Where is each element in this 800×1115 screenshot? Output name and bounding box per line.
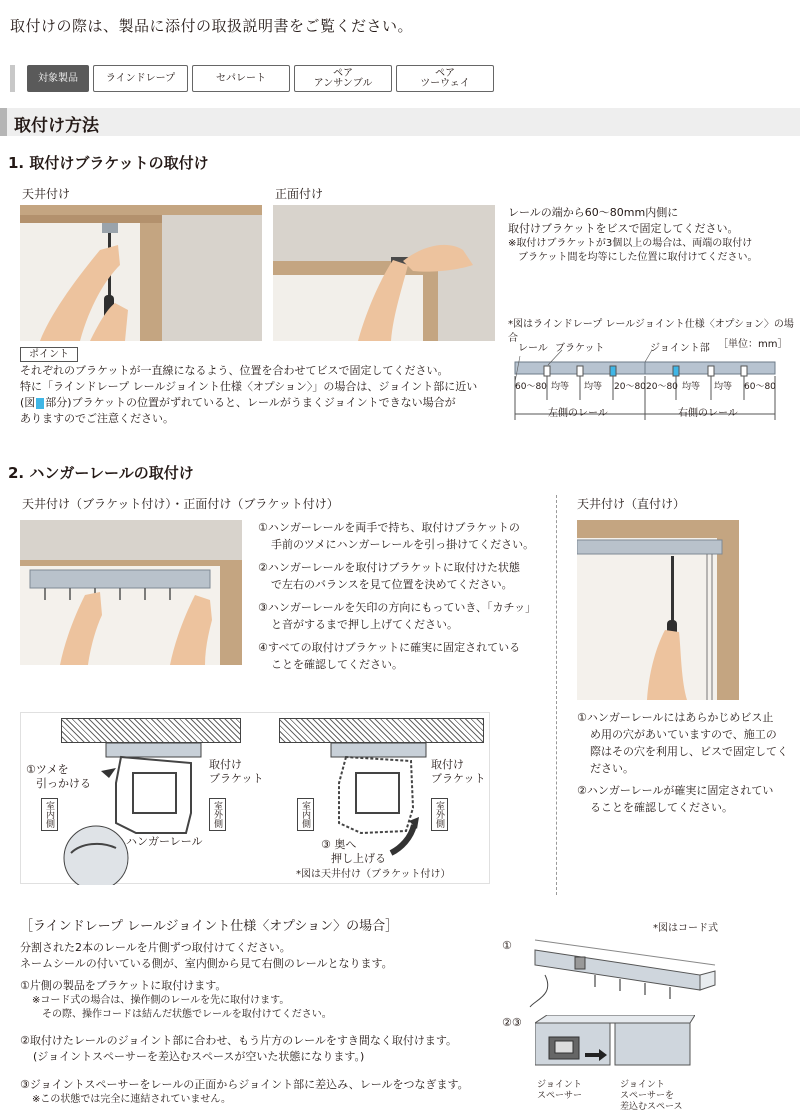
bracket-mount-label: 天井付け（ブラケット付け）・正面付け（ブラケット付け） <box>22 497 339 511</box>
bracket-note1: ※取付けブラケットが3個以上の場合は、両端の取付け <box>508 238 753 249</box>
highlight-swatch <box>36 398 44 409</box>
claw-label <box>26 763 91 791</box>
hanger-instr-2a: ②ハンガーレールを取付けブラケットに取付けた状態 <box>258 561 520 574</box>
spacer-label <box>537 1080 582 1102</box>
joint-line2: ネームシールの付いている側が、室内側から見て右側のレールとなります。 <box>20 957 393 970</box>
ceiling-mount-label: 天井付け <box>22 187 71 201</box>
bracket-label-left-2: ブラケット <box>209 772 264 785</box>
joint-label: ジョイント部 <box>650 343 710 354</box>
claw-label-1: ①ツメを <box>26 763 69 776</box>
section-title: 取付け方法 <box>14 116 99 136</box>
fig-no-1: ① <box>502 939 512 952</box>
outdoor-label-right: 室外側 <box>431 798 448 831</box>
indoor-label-left: 室内側 <box>41 798 58 831</box>
rail-diagram-caption: *図はラインドレープ レールジョイント仕様〈オプション〉の場合 <box>508 319 794 344</box>
dim-joint-right: 20～80 <box>646 382 678 392</box>
spacer-space-label-1: ジョイント <box>620 1080 665 1090</box>
section-header <box>0 108 800 136</box>
tab-ensemble-label: アンサンブル <box>313 77 373 89</box>
dim-even-1: 均等 <box>551 382 570 392</box>
tab-pair-twoway[interactable] <box>396 65 494 92</box>
ceiling-mount-photo <box>20 205 262 341</box>
joint-note1: ※コード式の場合は、操作側のレールを先に取付けます。 <box>32 995 290 1006</box>
fig-no-23: ②③ <box>502 1016 522 1029</box>
section-bar <box>0 108 7 136</box>
direct-mount-label: 天井付け（直付け） <box>577 497 686 511</box>
tab-pair-label: ペア <box>332 67 353 79</box>
dim-right-end: 60～80 <box>744 382 776 392</box>
column-divider <box>556 495 557 895</box>
spacer-space-label <box>620 1080 683 1113</box>
joint-step3: ③ジョイントスペーサーをレールの正面からジョイント部に差込み、レールをつなぎます。 <box>20 1078 469 1091</box>
hanger-instr-1a: ①ハンガーレールを両手で持ち、取付けブラケットの <box>258 521 520 534</box>
bracket-label-right <box>431 758 485 786</box>
joint-figure-23 <box>535 1015 695 1077</box>
hanger-rail-photo <box>20 520 242 665</box>
front-mount-label: 正面付け <box>275 187 324 201</box>
point-line3-b: 部分)ブラケットの位置がずれていると、レールがうまくジョイントできない場合が <box>45 396 456 409</box>
top-note: 取付けの際は、製品に添付の取扱説明書をご覧ください。 <box>10 17 414 35</box>
tab-pair-ensemble[interactable] <box>294 65 392 92</box>
direct-instr-2b: ることを確認してください。 <box>590 801 733 814</box>
bracket-note2: ブラケット間を均等にした位置に取付けてください。 <box>518 252 758 263</box>
left-rail-label: 左側のレール <box>548 408 608 419</box>
spacer-space-label-2: スペーサーを <box>620 1091 675 1101</box>
joint-note3: ※この状態では完全に連結されていません。 <box>32 1094 231 1105</box>
bracket-label-right-2: ブラケット <box>431 772 486 785</box>
tab-target-products[interactable]: 対象製品 <box>27 65 89 92</box>
direct-instr-1a: ①ハンガーレールにはあらかじめビス止 <box>577 711 774 724</box>
joint-step1: ①片側の製品をブラケットに取付けます。 <box>20 979 227 992</box>
push-up-label <box>321 838 386 866</box>
bracket-label-right-1: 取付け <box>431 758 464 771</box>
right-rail-label: 右側のレール <box>678 408 738 419</box>
cord-figure-caption: *図はコード式 <box>653 923 718 934</box>
point-line4: ありますのでご注意ください。 <box>20 412 174 425</box>
point-line3 <box>20 395 456 411</box>
joint-line1: 分割された2本のレールを片側ずつ取付けてください。 <box>20 941 291 954</box>
step2-title: 2. ハンガーレールの取付け <box>8 464 194 482</box>
tab-separate[interactable]: セパレート <box>192 65 290 92</box>
direct-instr-2a: ②ハンガーレールが確実に固定されてい <box>577 784 774 797</box>
tab-pair2-label: ペア <box>434 67 455 79</box>
push-up-label-1: ③ 奥へ <box>321 838 357 851</box>
direct-instr-1b: め用の穴があいていますので、施工の <box>590 728 777 741</box>
figure-caption-ceiling: *図は天井付け（ブラケット付け） <box>296 869 451 880</box>
indoor-label-right: 室内側 <box>297 798 314 831</box>
tab-marker <box>10 65 15 92</box>
point-line3-a: (図 <box>20 396 36 409</box>
point-badge: ポイント <box>20 347 78 362</box>
bracket-label-left <box>209 758 263 786</box>
dim-even-3: 均等 <box>682 382 701 392</box>
hanger-instr-4a: ④すべての取付けブラケットに確実に固定されている <box>258 641 521 654</box>
rail-label: レール <box>518 343 548 354</box>
hanger-instr-4b: ことを確認してください。 <box>271 658 403 671</box>
point-line1: それぞれのブラケットが一直線になるよう、位置を合わせてビスで固定してください。 <box>20 364 449 377</box>
tab-twoway-label: ツーウェイ <box>420 77 470 89</box>
joint-figure-1 <box>525 935 725 1010</box>
spacer-label-2: スペーサー <box>537 1091 583 1101</box>
claw-label-2: 引っかける <box>36 777 91 790</box>
hanger-instr-2b: で左右のバランスを見て位置を決めてください。 <box>271 578 513 591</box>
bracket-position-text2: 取付けブラケットをビスで固定してください。 <box>508 222 739 235</box>
dim-even-2: 均等 <box>584 382 603 392</box>
direct-instr-1d: ださい。 <box>590 762 634 775</box>
dim-joint-left: 20～80 <box>614 382 646 392</box>
hanger-rail-label: ハンガーレール <box>126 835 203 848</box>
dim-left-end: 60～80 <box>515 382 547 392</box>
joint-section-title: ［ラインドレープ レールジョイント仕様〈オプション〉の場合］ <box>20 919 399 934</box>
bracket-position-text1: レールの端から60～80mm内側に <box>508 206 679 219</box>
hanger-instr-3a: ③ハンガーレールを矢印の方向にもっていき、「カチッ」 <box>258 601 537 614</box>
front-mount-photo <box>273 205 495 341</box>
hanger-instr-1b: 手前のツメにハンガーレールを引っ掛けてください。 <box>271 538 535 551</box>
hanger-instr-3b: と音がするまで押し上げてください。 <box>271 618 458 631</box>
point-line2: 特に「ラインドレープ レールジョイント仕様〈オプション〉」の場合は、ジョイント部に近い <box>20 380 478 393</box>
step1-title: 1. 取付けブラケットの取付け <box>8 154 209 172</box>
outdoor-label-left: 室外側 <box>209 798 226 831</box>
direct-mount-photo <box>577 520 739 700</box>
rail-diagram-unit: ［単位：mm］ <box>718 339 788 350</box>
push-up-label-2: 押し上げる <box>331 852 386 865</box>
direct-instr-1c: 際はその穴を利用し、ビスで固定してく <box>590 745 788 758</box>
joint-note2: その際、操作コードは結んだ状態でレールを取付けてください。 <box>42 1009 332 1020</box>
spacer-label-1: ジョイント <box>537 1080 582 1090</box>
bracket-label-left-1: 取付け <box>209 758 242 771</box>
bracket-label: ブラケット <box>555 343 605 354</box>
product-tabs <box>10 65 498 92</box>
joint-step2a: ②取付けたレールのジョイント部に合わせ、もう片方のレールをすき間なく取付けます。 <box>20 1034 457 1047</box>
spacer-space-label-3: 差込むスペース <box>620 1102 683 1112</box>
dim-even-4: 均等 <box>714 382 733 392</box>
tab-line-drape[interactable]: ラインドレープ <box>93 65 188 92</box>
hanger-rail-figure <box>20 712 490 884</box>
joint-step2b: (ジョイントスペーサーを差込むスペースが空いた状態になります。) <box>33 1050 365 1063</box>
